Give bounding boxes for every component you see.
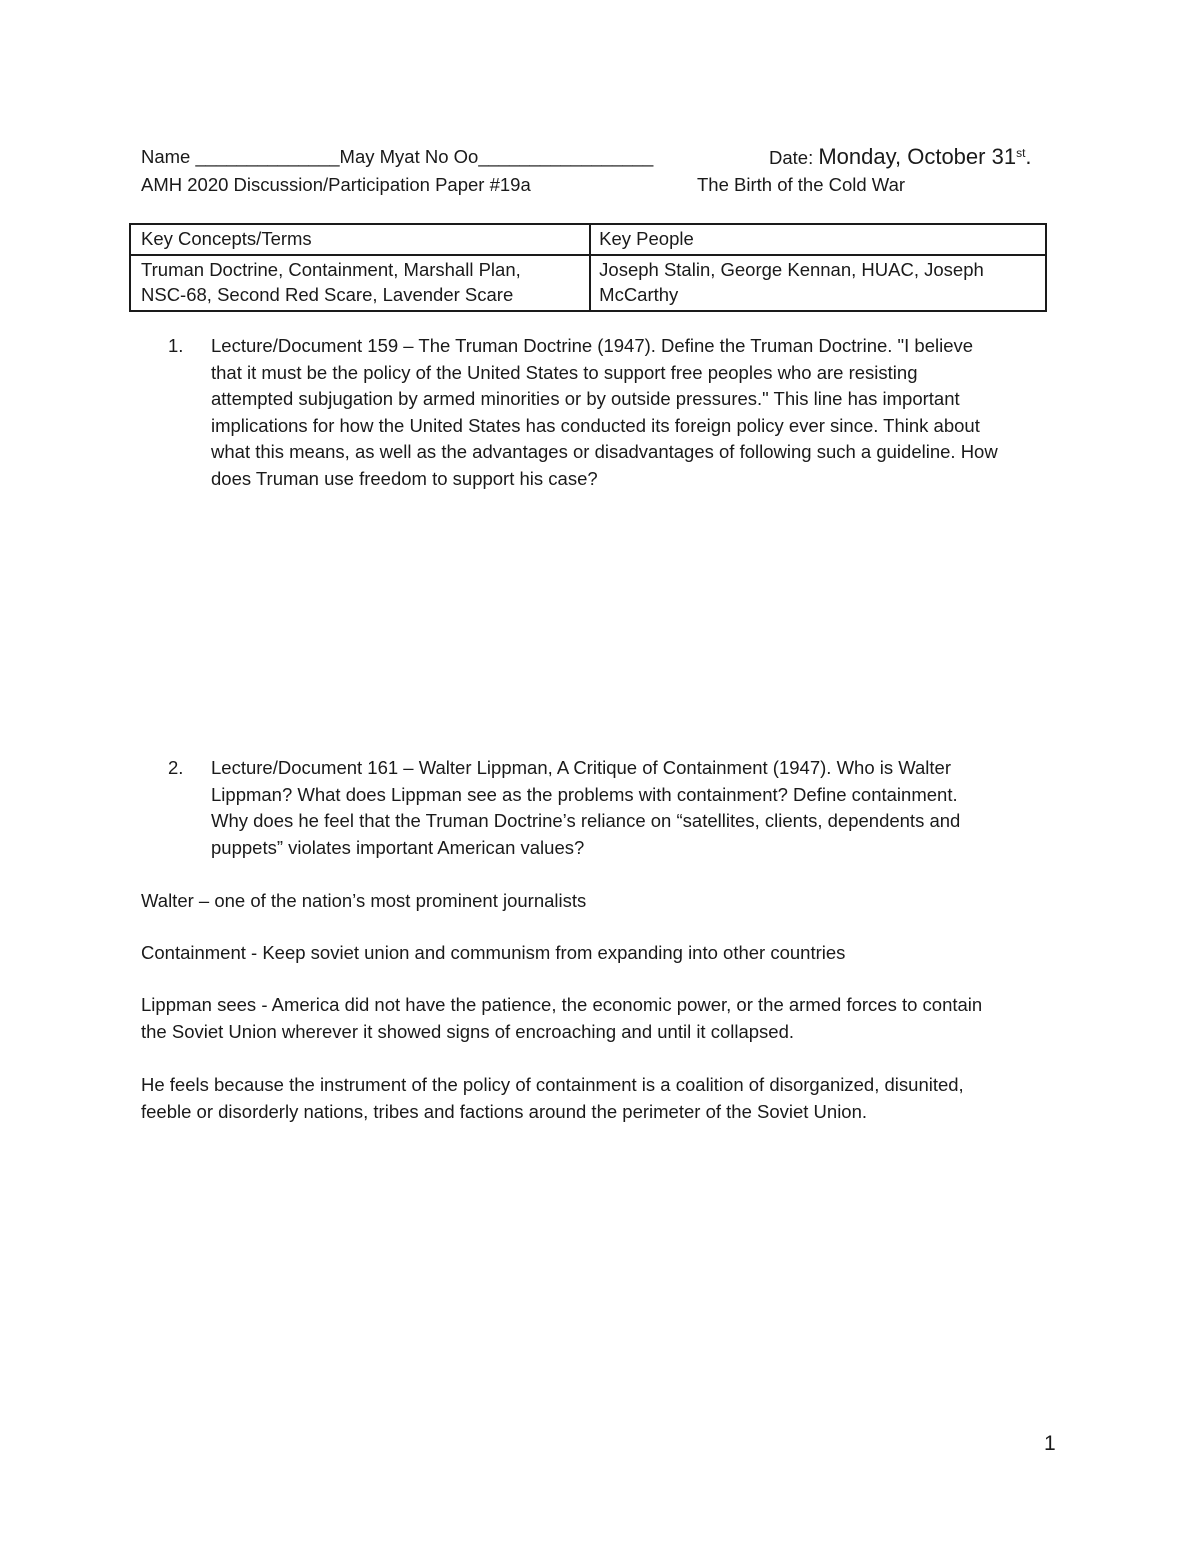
date-end: . xyxy=(1025,144,1032,170)
date-label: Date: xyxy=(769,147,814,169)
question-2-number: 2. xyxy=(168,757,184,778)
name-line: Name ______________May Myat No Oo_________________ xyxy=(141,146,654,167)
question-line: does Truman use freedom to support his case? xyxy=(211,467,598,489)
date-value: Monday, October 31 xyxy=(818,144,1017,170)
answer-he-feels xyxy=(141,1071,964,1125)
question-line: Lippman? What does Lippman see as the problems with containment? Define containment. xyxy=(211,783,958,805)
course-title: AMH 2020 Discussion/Participation Paper #19a xyxy=(141,174,531,195)
question-line: attempted subjugation by armed minorities or by outside pressures." This line has important xyxy=(211,388,960,409)
question-line: what this means, as well as the advantages or disadvantages of following such a guideline. How xyxy=(211,441,998,462)
table-header-row xyxy=(130,224,1046,255)
question-1-text xyxy=(211,333,998,492)
key-people-line: Joseph Stalin, George Kennan, HUAC, Joseph xyxy=(599,259,984,280)
answer-line: Lippman sees - America did not have the patience, the economic power, or the armed forces to contain xyxy=(141,994,983,1015)
answer-line: feeble or disorderly nations, tribes and factions around the perimeter of the Soviet Union. xyxy=(141,1101,868,1122)
answer-lippman-sees xyxy=(141,991,982,1045)
answer-containment xyxy=(141,939,845,966)
key-concepts-cell xyxy=(130,255,590,311)
topic-title: The Birth of the Cold War xyxy=(697,174,906,195)
answer-line: Walter – one of the nation’s most prominent journalists xyxy=(141,890,587,911)
key-people-line: McCarthy xyxy=(599,284,679,305)
answer-line: Containment - Keep soviet union and communism from expanding into other countries xyxy=(141,942,846,963)
key-concepts-line: NSC-68, Second Red Scare, Lavender Scare xyxy=(141,284,514,305)
question-2-text xyxy=(211,755,960,861)
question-line: puppets” violates important American values? xyxy=(211,836,585,858)
question-line: that it must be the policy of the United States to support free peoples who are resisting xyxy=(211,361,918,383)
table-row xyxy=(130,255,1046,311)
answer-walter xyxy=(141,887,586,914)
key-terms-table xyxy=(129,223,1047,312)
question-line: implications for how the United States has conducted its foreign policy ever since. Think about xyxy=(211,414,980,436)
question-line: Lecture/Document 159 – The Truman Doctrine (1947). Define the Truman Doctrine. "I believe xyxy=(211,335,974,356)
answer-line: He feels because the instrument of the policy of containment is a coalition of disorganized, disunited, xyxy=(141,1074,964,1095)
key-people-header: Key People xyxy=(590,224,1046,255)
date-suffix: st xyxy=(1016,146,1026,160)
question-line: Why does he feel that the Truman Doctrine’s reliance on “satellites, clients, dependents and xyxy=(211,810,961,831)
date-line xyxy=(769,140,1032,171)
key-concepts-line: Truman Doctrine, Containment, Marshall Plan, xyxy=(141,259,521,280)
question-line: Lecture/Document 161 – Walter Lippman, A Critique of Containment (1947). Who is Walter xyxy=(211,757,952,778)
key-people-cell xyxy=(590,255,1046,311)
answer-line: the Soviet Union wherever it showed signs of encroaching and until it collapsed. xyxy=(141,1021,795,1042)
page-number: 1 xyxy=(1044,1432,1056,1455)
key-concepts-header: Key Concepts/Terms xyxy=(130,224,590,255)
question-1-number: 1. xyxy=(168,335,184,356)
